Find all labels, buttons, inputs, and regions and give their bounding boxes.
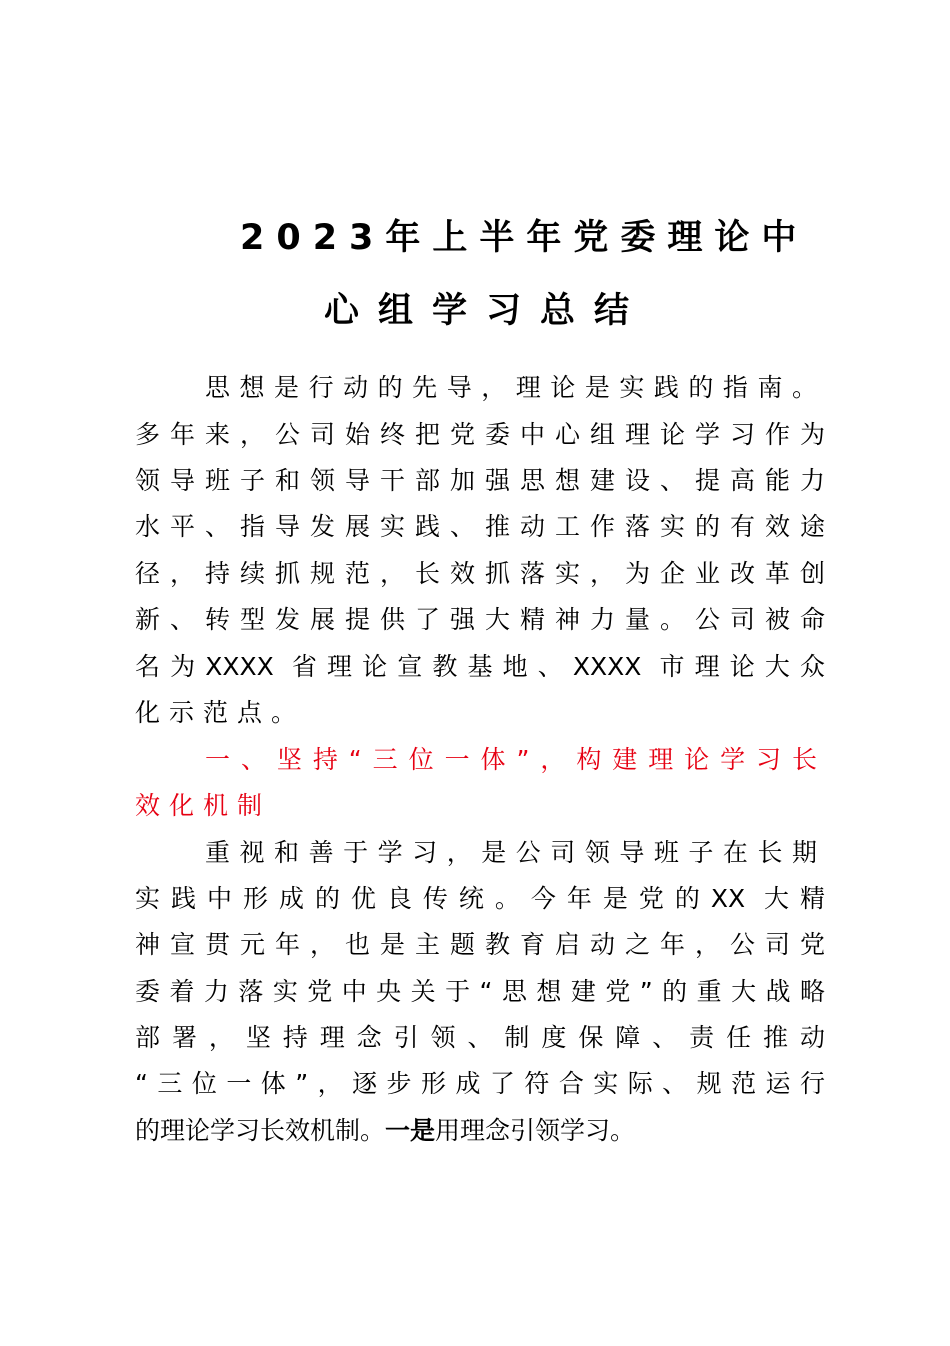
paragraph-line: 思想是行动的先导，理论是实践的指南。 (205, 373, 817, 402)
paragraph-line: “三位一体”，逐步形成了符合实际、规范运行 (135, 1069, 825, 1098)
paragraph-line: 多年来，公司始终把党委中心组理论学习作为 (135, 420, 825, 449)
paragraph-line: 部署，坚持理念引领、制度保障、责任推动 (135, 1023, 825, 1052)
paragraph-line (135, 1108, 825, 1154)
paragraph-line: 新、转型发展提供了强大精神力量。公司被命 (135, 605, 825, 634)
paragraph-text: 用理念引领学习。 (435, 1116, 636, 1145)
paragraph-line: 实践中形成的优良传统。今年是党的XX 大精 (135, 884, 825, 913)
paragraph-line: 重视和善于学习，是公司领导班子在长期 (205, 838, 817, 867)
paragraph-line: 水平、指导发展实践、推动工作落实的有效途 (135, 512, 825, 541)
emphasis-text: 一是 (385, 1116, 436, 1145)
heading-line: 一、坚持“三位一体”，构建理论学习长 (205, 745, 817, 774)
heading-line: 效化机制 (135, 791, 272, 820)
paragraph-line: 名为XXXX 省理论宣教基地、XXXX 市理论大众 (135, 652, 825, 681)
paragraph-line: 领导班子和领导干部加强思想建设、提高能力 (135, 466, 825, 495)
document-title-line-1: 2023年上半年党委理论中 (240, 218, 809, 258)
paragraph-line: 径，持续抓规范，长效抓落实，为企业改革创 (135, 559, 825, 588)
paragraph-line: 化示范点。 (135, 698, 306, 727)
paragraph-line: 委着力落实党中央关于“思想建党”的重大战略 (135, 977, 825, 1006)
paragraph-line: 神宣贯元年，也是主题教育启动之年，公司党 (135, 930, 825, 959)
document-title-line-2: 心组学习总结 (324, 291, 649, 331)
paragraph-text: 的理论学习长效机制。 (135, 1116, 386, 1145)
